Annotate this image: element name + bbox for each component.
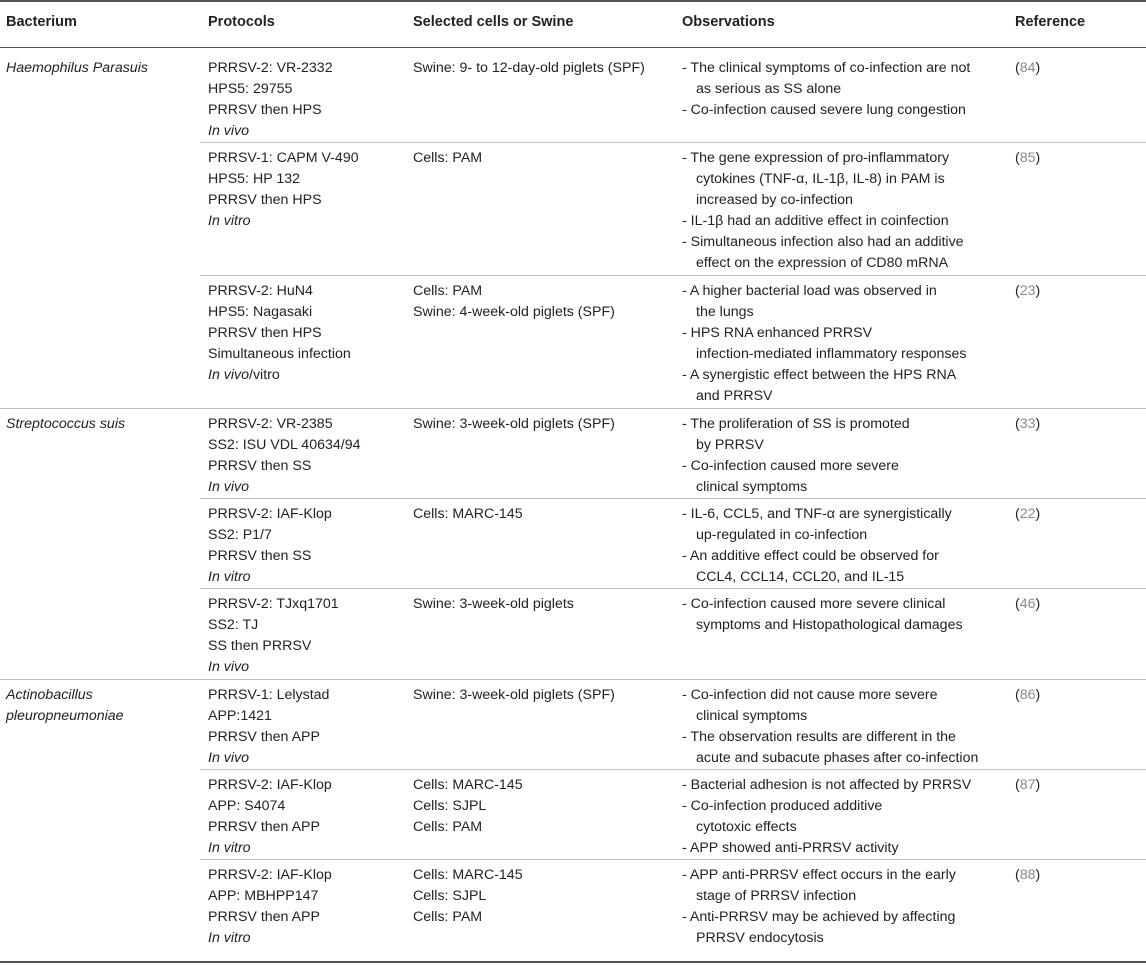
observation-line: cytokines (TNF-α, IL-1β, IL-8) in PAM is — [696, 171, 945, 187]
bacterium-cell: Streptococcus suis — [6, 416, 126, 432]
protocol-line: Simultaneous infection — [208, 346, 351, 362]
protocol-line: In vitro — [208, 930, 251, 946]
reference-cell: (33) — [1015, 416, 1041, 432]
cells-line: Cells: SJPL — [413, 888, 487, 904]
row-separator — [200, 498, 1146, 499]
protocol-line: PRRSV then SS — [208, 458, 312, 474]
row-separator — [200, 769, 1146, 770]
observation-item — [682, 211, 964, 232]
row-separator — [200, 275, 1146, 276]
reference-cell: (86) — [1015, 687, 1041, 703]
cells-cell — [413, 865, 523, 928]
observation-item — [682, 365, 966, 407]
cells-cell — [413, 414, 615, 435]
bacterium-cell: Actinobacillus pleuropneumoniae — [6, 687, 124, 724]
cells-cell — [413, 58, 645, 79]
reference-cell: (46) — [1015, 596, 1041, 612]
reference-link[interactable]: 86 — [1019, 687, 1036, 703]
cells-line: Cells: SJPL — [413, 798, 487, 814]
observations-cell — [682, 281, 966, 407]
reference-link[interactable]: 84 — [1019, 60, 1036, 76]
header-reference: Reference — [1015, 14, 1086, 30]
observation-line: clinical symptoms — [696, 479, 808, 495]
protocol-line: SS2: P1/7 — [208, 527, 272, 543]
observations-cell — [682, 594, 963, 636]
observation-line: - Co-infection did not cause more severe — [682, 687, 938, 703]
protocol-line: PRRSV-2: VR-2385 — [208, 416, 333, 432]
cells-line: Swine: 3-week-old piglets (SPF) — [413, 416, 615, 432]
observations-cell — [682, 865, 956, 949]
protocols-cell — [208, 504, 332, 588]
protocol-line: In vitro — [208, 213, 251, 229]
cells-line: Cells: PAM — [413, 819, 483, 835]
cells-line: Cells: MARC-145 — [413, 867, 523, 883]
observation-line: - IL-6, CCL5, and TNF-α are synergistically — [682, 506, 952, 522]
cells-cell — [413, 775, 523, 838]
protocols-cell — [208, 775, 332, 859]
protocol-line: PRRSV-2: TJxq1701 — [208, 596, 339, 612]
observation-item — [682, 323, 966, 365]
observation-line: - Co-infection produced additive — [682, 798, 883, 814]
bottom-rule — [0, 961, 1146, 963]
protocols-cell — [208, 685, 329, 769]
protocol-line: In vitro — [208, 840, 251, 856]
observation-line: - Simultaneous infection also had an additive — [682, 234, 964, 250]
cells-line: Cells: PAM — [413, 283, 483, 299]
reference-link[interactable]: 22 — [1019, 506, 1036, 522]
protocol-line: PRRSV then APP — [208, 909, 320, 925]
protocol-line: In vitro — [208, 569, 251, 585]
row-separator — [0, 408, 1146, 409]
cells-line: Swine: 3-week-old piglets (SPF) — [413, 687, 615, 703]
observation-line: effect on the expression of CD80 mRNA — [696, 255, 949, 271]
observation-item — [682, 796, 971, 838]
cells-line: Cells: PAM — [413, 150, 483, 166]
top-rule — [0, 0, 1146, 2]
observation-item — [682, 546, 952, 588]
protocols-cell — [208, 414, 360, 498]
protocol-line: HPS5: 29755 — [208, 81, 293, 97]
row-separator — [200, 142, 1146, 143]
observation-line: cytotoxic effects — [696, 819, 797, 835]
protocols-cell — [208, 865, 332, 949]
observation-item — [682, 907, 956, 949]
protocol-line: In vivo — [208, 750, 250, 766]
cells-cell — [413, 281, 615, 323]
observations-cell — [682, 148, 964, 274]
observations-cell — [682, 504, 952, 588]
protocol-line: PRRSV then HPS — [208, 102, 322, 118]
observations-cell — [682, 414, 910, 498]
observation-item — [682, 838, 971, 859]
observation-line: as serious as SS alone — [696, 81, 842, 97]
header-cells: Selected cells or Swine — [413, 14, 574, 30]
observation-item — [682, 685, 978, 727]
cells-line: Cells: MARC-145 — [413, 506, 523, 522]
protocol-line: PRRSV-2: IAF-Klop — [208, 867, 332, 883]
protocol-line: PRRSV then HPS — [208, 192, 322, 208]
reference-cell: (23) — [1015, 283, 1041, 299]
cells-cell — [413, 594, 574, 615]
reference-cell: (87) — [1015, 777, 1041, 793]
reference-link[interactable]: 85 — [1019, 150, 1036, 166]
protocols-cell — [208, 281, 351, 386]
protocols-cell — [208, 58, 333, 142]
observation-item — [682, 281, 966, 323]
protocol-line: SS then PRRSV — [208, 638, 312, 654]
observation-line: - IL-1β had an additive effect in coinfection — [682, 213, 949, 229]
observation-line: clinical symptoms — [696, 708, 808, 724]
protocol-line: In vivo/vitro — [208, 367, 280, 383]
observation-item — [682, 232, 964, 274]
header-protocols: Protocols — [208, 14, 275, 30]
protocol-line: PRRSV then APP — [208, 819, 320, 835]
observation-item — [682, 865, 956, 907]
protocol-line: PRRSV-1: Lelystad — [208, 687, 330, 703]
protocol-line: PRRSV-2: VR-2332 — [208, 60, 333, 76]
reference-link[interactable]: 87 — [1019, 777, 1036, 793]
observation-item — [682, 727, 978, 769]
observation-line: - An additive effect could be observed for — [682, 548, 939, 564]
cells-line: Swine: 9- to 12-day-old piglets (SPF) — [413, 60, 645, 76]
reference-cell: (88) — [1015, 867, 1041, 883]
observation-line: - Co-infection caused more severe — [682, 458, 899, 474]
reference-cell: (22) — [1015, 506, 1041, 522]
observation-line: - The gene expression of pro-inflammatory — [682, 150, 950, 166]
observation-line: - A higher bacterial load was observed in — [682, 283, 937, 299]
observation-line: - APP anti-PRRSV effect occurs in the early — [682, 867, 956, 883]
row-separator — [200, 859, 1146, 860]
reference-link[interactable]: 23 — [1019, 283, 1036, 299]
header-bacterium: Bacterium — [6, 14, 77, 30]
observation-line: and PRRSV — [696, 388, 773, 404]
protocol-line: PRRSV-2: HuN4 — [208, 283, 313, 299]
observations-cell — [682, 775, 971, 859]
observation-line: by PRRSV — [696, 437, 764, 453]
protocol-line: PRRSV-2: IAF-Klop — [208, 777, 332, 793]
observation-line: CCL4, CCL14, CCL20, and IL-15 — [696, 569, 905, 585]
cells-line: Cells: PAM — [413, 909, 483, 925]
reference-link[interactable]: 33 — [1019, 416, 1036, 432]
cells-cell — [413, 685, 615, 706]
observation-item — [682, 414, 910, 456]
protocol-line: In vivo — [208, 659, 250, 675]
protocol-line: APP: MBHPP147 — [208, 888, 319, 904]
observation-line: - APP showed anti-PRRSV activity — [682, 840, 899, 856]
observation-line: - Bacterial adhesion is not affected by PRRSV — [682, 777, 972, 793]
observation-item — [682, 504, 952, 546]
protocol-line: HPS5: HP 132 — [208, 171, 301, 187]
cells-line: Cells: MARC-145 — [413, 777, 523, 793]
protocol-line: In vivo — [208, 123, 250, 139]
protocol-line: PRRSV then SS — [208, 548, 312, 564]
protocol-line: PRRSV then APP — [208, 729, 320, 745]
protocol-line: PRRSV then HPS — [208, 325, 322, 341]
cells-line: Swine: 4-week-old piglets (SPF) — [413, 304, 615, 320]
observation-line: - The proliferation of SS is promoted — [682, 416, 910, 432]
protocol-line: PRRSV-2: IAF-Klop — [208, 506, 332, 522]
observation-line: infection-mediated inflammatory responses — [696, 346, 967, 362]
header-rule — [0, 47, 1146, 48]
bacterium-cell: Haemophilus Parasuis — [6, 60, 148, 76]
reference-link[interactable]: 46 — [1019, 596, 1036, 612]
protocol-line: HPS5: Nagasaki — [208, 304, 313, 320]
observation-item — [682, 100, 970, 121]
observation-line: - A synergistic effect between the HPS RNA — [682, 367, 957, 383]
cells-line: Swine: 3-week-old piglets — [413, 596, 574, 612]
reference-cell: (84) — [1015, 60, 1041, 76]
observation-line: increased by co-infection — [696, 192, 853, 208]
protocol-line: In vivo — [208, 479, 250, 495]
observation-line: PRRSV endocytosis — [696, 930, 824, 946]
protocol-line: APP:1421 — [208, 708, 272, 724]
protocol-line: APP: S4074 — [208, 798, 286, 814]
observation-line: - Co-infection caused more severe clinical — [682, 596, 946, 612]
protocol-line: PRRSV-1: CAPM V-490 — [208, 150, 359, 166]
reference-cell: (85) — [1015, 150, 1041, 166]
observations-cell — [682, 685, 978, 769]
observation-line: acute and subacute phases after co-infection — [696, 750, 979, 766]
observation-line: the lungs — [696, 304, 754, 320]
cells-cell — [413, 148, 482, 169]
protocol-line: SS2: TJ — [208, 617, 259, 633]
observation-line: symptoms and Histopathological damages — [696, 617, 963, 633]
observation-line: stage of PRRSV infection — [696, 888, 857, 904]
observation-line: - The observation results are different in the — [682, 729, 956, 745]
observation-line: up-regulated in co-infection — [696, 527, 868, 543]
observation-item — [682, 456, 910, 498]
protocols-cell — [208, 594, 339, 678]
header-observations: Observations — [682, 14, 775, 30]
cells-cell — [413, 504, 523, 525]
reference-link[interactable]: 88 — [1019, 867, 1036, 883]
observation-line: - HPS RNA enhanced PRRSV — [682, 325, 873, 341]
observation-line: - The clinical symptoms of co-infection are not — [682, 60, 971, 76]
observation-line: - Co-infection caused severe lung congestion — [682, 102, 966, 118]
protocol-line: SS2: ISU VDL 40634/94 — [208, 437, 361, 453]
observation-line: - Anti-PRRSV may be achieved by affecting — [682, 909, 956, 925]
observations-cell — [682, 58, 970, 121]
row-separator — [200, 588, 1146, 589]
observation-item — [682, 148, 964, 211]
row-separator — [0, 679, 1146, 680]
protocols-cell — [208, 148, 359, 232]
observation-item — [682, 775, 971, 796]
observation-item — [682, 594, 963, 636]
observation-item — [682, 58, 970, 100]
